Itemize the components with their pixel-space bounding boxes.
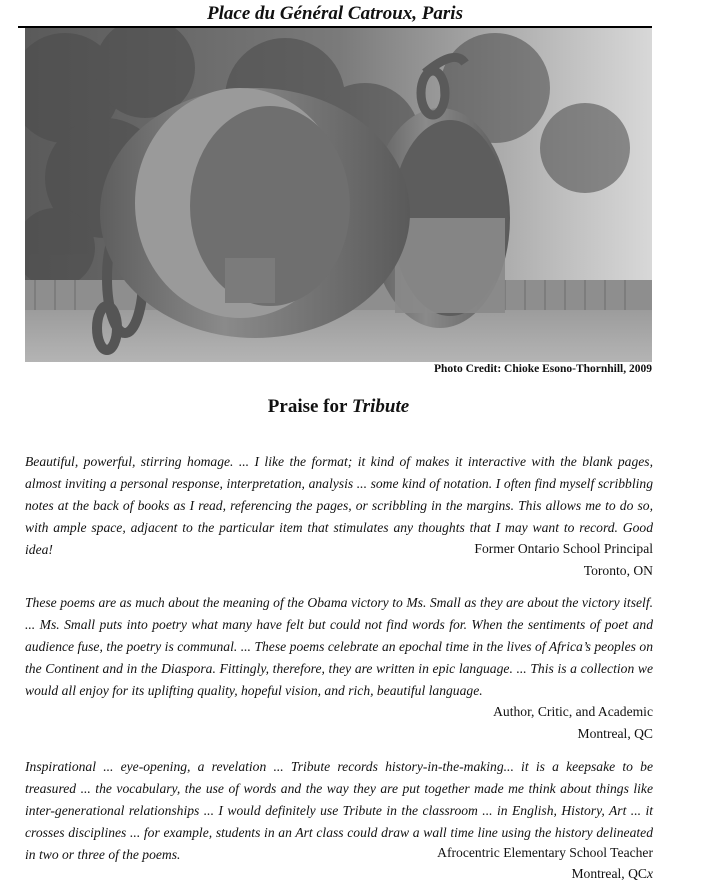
photo-title: Place du Général Catroux, Paris	[207, 3, 463, 24]
chain-sculpture-illustration	[25, 28, 652, 362]
attribution-role: Former Ontario School Principal	[474, 541, 653, 556]
attribution-location-line	[437, 863, 653, 884]
photo-credit: Photo Credit: Chioke Esono-Thornhill, 2009	[434, 363, 652, 375]
section-heading	[25, 395, 652, 419]
heading-prefix: Praise for	[267, 396, 352, 417]
sculpture-photo	[25, 28, 652, 362]
testimonial-quote-2: These poems are as much about the meaning of the Obama victory to Ms. Small as they are about the victory itself. ... Ms. Small puts into poetry what many have felt but could not find words for. When the sentiments of poet and audience fuse, the poetry is communal. ... These poems celebrate an epochal time in the lives of Africa’s peoples on the Continent and in the Diaspora. Fittingly, therefore, they are written in epic language. ... This is a collection we would all enjoy for its uplifting quality, hopeful vision, and rich, beautiful language.	[25, 595, 653, 698]
attribution-role: Author, Critic, and Academic	[493, 704, 653, 719]
attribution-role: Afrocentric Elementary School Teacher	[437, 845, 653, 860]
testimonial-attribution-2	[493, 701, 653, 745]
testimonial-attribution-3	[437, 842, 653, 884]
left-ring	[100, 88, 410, 338]
parked-car	[225, 258, 275, 303]
testimonial-quote-1: Beautiful, powerful, stirring homage. ... I like the format; it kind of makes it interactive with the blank pages, almost inviting a personal response, interpretation, analysis ... some kind of notation. I often find myself scribbling notes at the back of books as I read, referencing the pages, or scribbling in the margins. This allows me to do so, with ample space, adjacent to the particular item that stimulates any thoughts that I may want to record. Good idea!	[25, 454, 653, 557]
location-suffix: x	[646, 866, 653, 881]
heading-book-title: Tribute	[351, 396, 410, 417]
testimonial-quote-3: Inspirational ... eye-opening, a revelation ... Tribute records history-in-the-making... it is a keepsake to be treasured ... the vocabulary, the use of words and the way they are put together made me think about things like inter-generational relationships ... I would definitely use Tribute in the classroom ... in English, History, Art ... it crosses disciplines ... for example, students in an Art class could draw a wall time line using the history delineated in two or three of the poems.	[25, 759, 653, 862]
attribution-location: Toronto, ON	[583, 563, 653, 578]
testimonial-attribution-1	[474, 538, 653, 582]
attribution-location: Montreal, QC	[571, 866, 647, 881]
attribution-location: Montreal, QC	[577, 726, 653, 741]
